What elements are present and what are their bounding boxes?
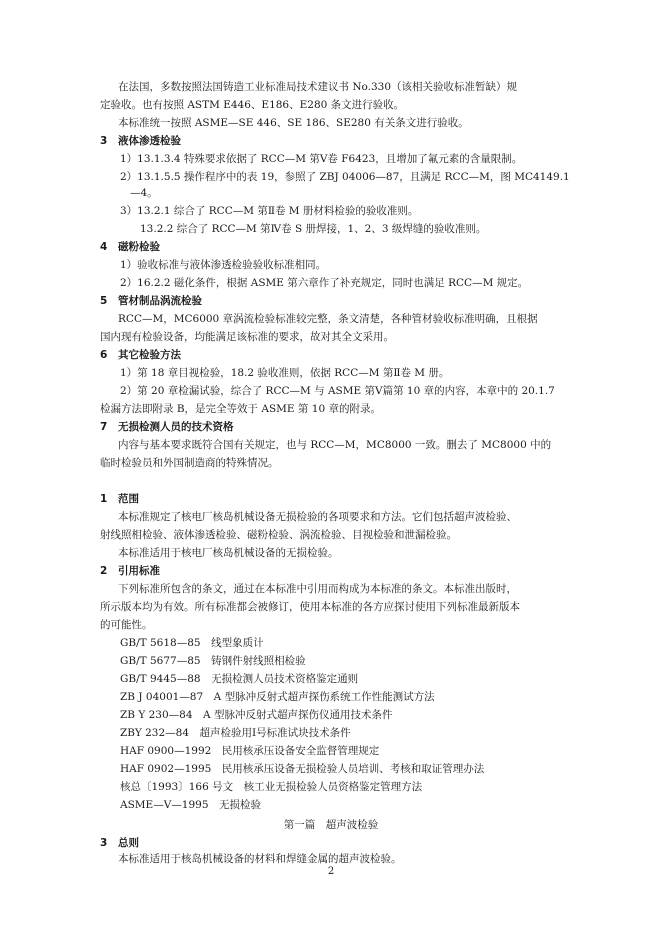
list-item: 2）13.1.5.5 操作程序中的表 19，参照了 ZBJ 04006—87，且满足 RCC—M，图 MC4149.1 [120,171,570,183]
paragraph-line: 本标准规定了核电厂核岛机械设备无损检验的各项要求和方法。它们包括超声波检验、 [118,511,517,523]
paragraph-line: 本标准适用于核电厂核岛机械设备的无损检验。 [118,547,339,559]
reference-item: GB/T 5677—85 铸钢件射线照相检验 [120,655,306,667]
paragraph-line: 所示版本均为有效。所有标准都会被修订，使用本标准的各方应探讨使用下列标准最新版本 [100,601,520,613]
heading-title: 无损检测人员的技术资格 [118,421,234,433]
paragraph-line: 临时检验员和外国制造商的特殊情况。 [100,457,279,469]
reference-item: ZB Y 230—84 A 型脉冲反射式超声探伤仪通用技术条件 [120,709,393,721]
heading-number: 1 [100,493,108,505]
reference-item: HAF 0900—1992 民用核承压设备安全监督管理规定 [120,745,380,757]
reference-item: GB/T 5618—85 线型象质计 [120,637,264,649]
heading-number: 4 [100,241,108,253]
list-item: 2）16.2.2 磁化条件，根据 ASME 第六章作了补充规定，同时也满足 RCC—M 规定。 [120,277,529,289]
heading-title: 其它检验方法 [118,349,181,361]
heading-number: 7 [100,421,108,433]
reference-item: GB/T 9445—88 无损检测人员技术资格鉴定通则 [120,673,359,685]
reference-item: HAF 0902—1995 民用核承压设备无损检验人员培训、考核和取证管理办法 [120,763,485,775]
reference-item: ASME—V—1995 无损检验 [120,799,261,811]
heading-number: 5 [100,295,108,307]
list-item: 3）13.2.1 综合了 RCC—M 第Ⅱ卷 M 册材料检验的验收准则。 [120,205,419,217]
heading-number: 2 [100,565,108,577]
heading-title: 范围 [118,493,139,505]
list-item: 13.2.2 综合了 RCC—M 第Ⅳ卷 S 册焊接，1、2、3 级焊缝的验收准则。 [140,223,487,235]
para-france-line1: 在法国，多数按照法国铸造工业标准局技术建议书 No.330（该相关验收标准暂缺）规 [118,81,518,93]
paragraph-line: RCC—M，MC6000 章涡流检验标准较完整，条文清楚，各种管材验收标准明确，且根据 [118,313,538,325]
heading-title: 液体渗透检验 [118,135,181,147]
heading-number: 3 [100,135,108,147]
paragraph-line: 本标准适用于核岛机械设备的材料和焊缝金属的超声波检验。 [118,853,402,865]
para-france-line2: 定验收。也有按照 ASTM E446、E186、E280 条文进行验收。 [100,99,405,111]
heading-title: 管材制品涡流检验 [118,295,202,307]
para-asme-acceptance: 本标准统一按照 ASME—SE 446、SE 186、SE280 有关条文进行验收。 [118,117,469,129]
paragraph-line: 射线照相检验、液体渗透检验、磁粉检验、涡流检验、目视检验和泄漏检验。 [100,529,457,541]
paragraph-line: 下列标准所包含的条文，通过在本标准中引用而构成为本标准的条文。本标准出版时， [118,583,517,595]
list-item: 2）第 20 章检漏试验，综合了 RCC—M 与 ASME 第Ⅴ篇第 10 章的内容，本章中的 20.1.7 [120,385,555,397]
paragraph-line: 的可能性。 [100,619,153,631]
paragraph-line: 国内现有检验设备，均能满足该标准的要求，故对其全文采用。 [100,331,394,343]
list-item-continuation: —4。 [130,187,158,199]
heading-number: 3 [100,837,108,849]
paragraph-line: 内容与基本要求既符合国有关规定，也与 RCC—M，MC8000 一致。删去了 MC8000 中的 [118,439,552,451]
reference-item: 核总〔1993〕166 号文 核工业无损检验人员资格鉴定管理方法 [120,781,423,793]
part-title: 第一篇 超声波检验 [283,819,379,831]
list-item: 1）第 18 章目视检验，18.2 验收准则，依据 RCC—M 第Ⅱ卷 M 册。 [120,367,450,379]
page-number: 2 [327,866,335,877]
reference-item: ZBY 232—84 超声检验用Ⅰ号标准试块技术条件 [120,727,351,739]
list-item: 1）验收标准与液体渗透检验验收标准相同。 [120,259,327,271]
list-item: 1）13.1.3.4 特殊要求依据了 RCC—M 第Ⅴ卷 F6423，且增加了氟元素的含量限制。 [120,153,523,165]
list-item-continuation: 检漏方法即附录 B，是完全等效于 ASME 第 10 章的附录。 [100,403,381,415]
heading-number: 6 [100,349,108,361]
reference-item: ZB J 04001—87 A 型脉冲反射式超声探伤系统工作性能测试方法 [120,691,435,703]
heading-title: 磁粉检验 [118,241,160,253]
heading-title: 总则 [118,837,139,849]
heading-title: 引用标准 [118,565,160,577]
